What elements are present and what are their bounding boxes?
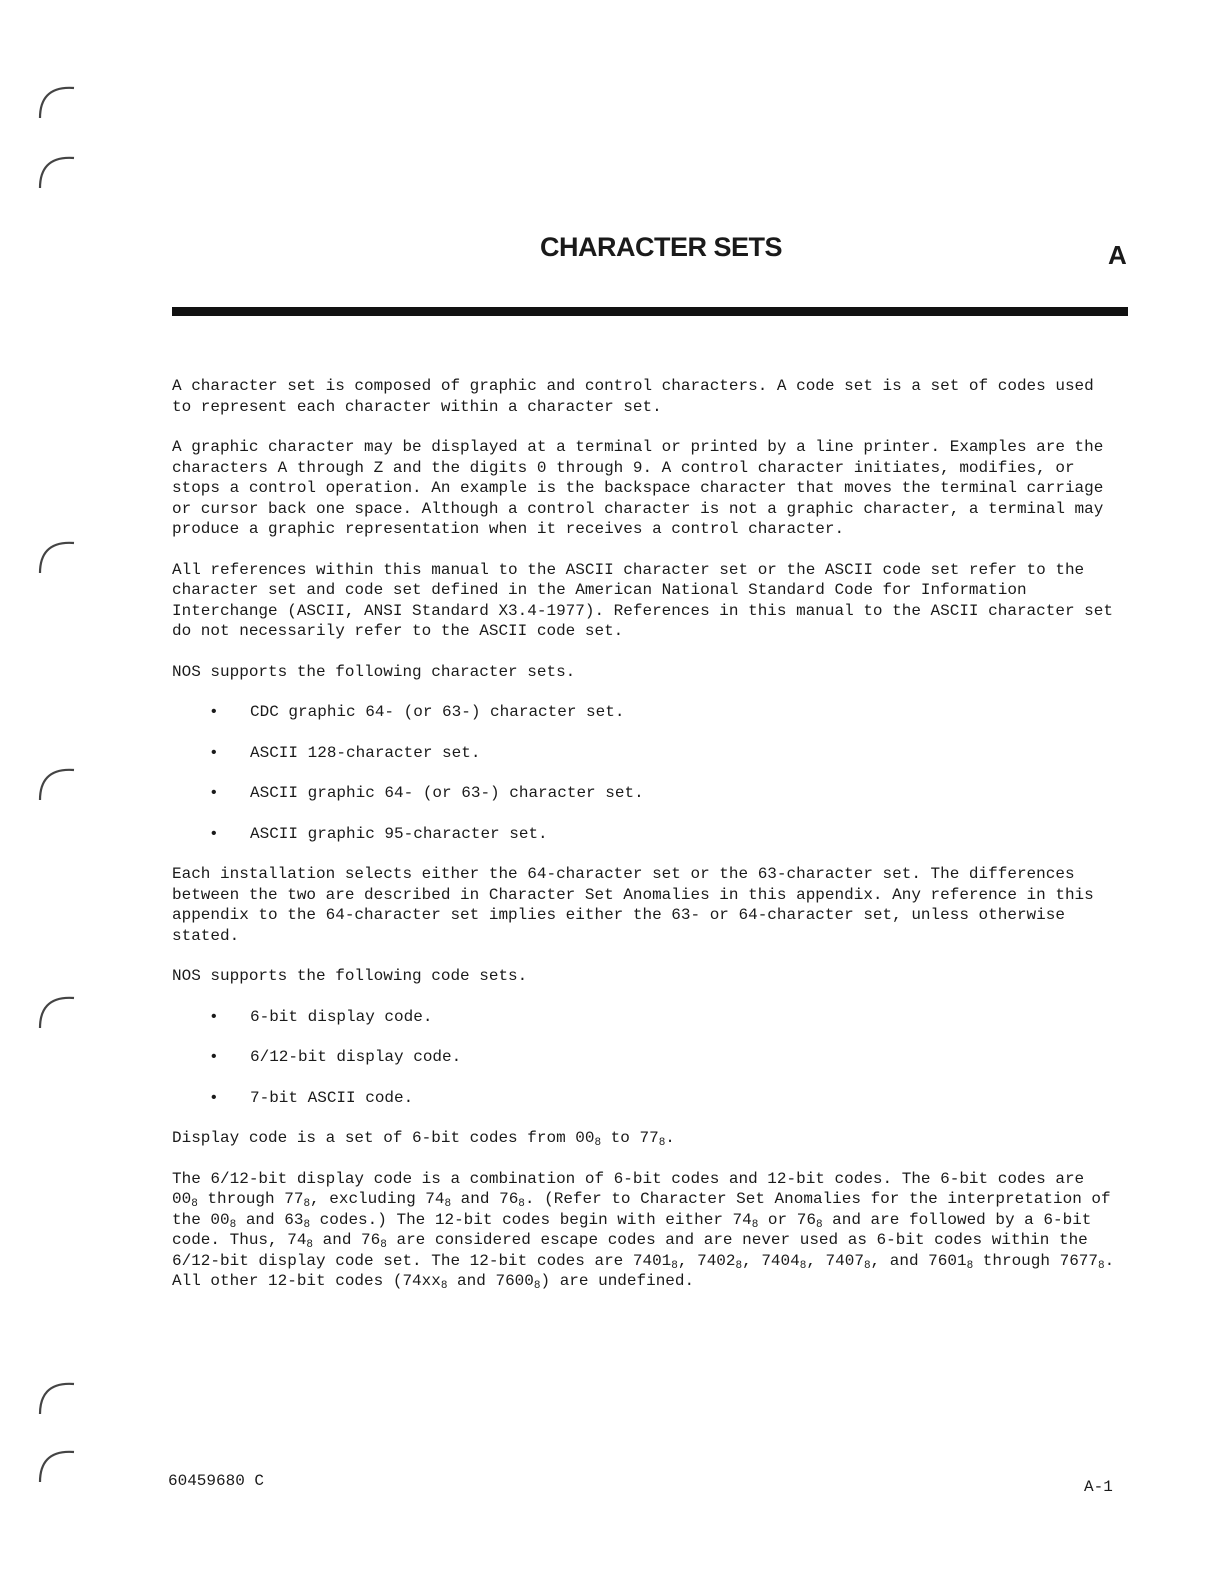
- bullet-icon: •: [209, 1007, 219, 1026]
- list-item: [172, 702, 1117, 723]
- list-item-text: ASCII 128-character set.: [250, 743, 481, 762]
- paragraph-character-sets-intro: NOS supports the following character sets.: [172, 662, 576, 681]
- paragraph-display-code: Display code is a set of 6-bit codes from $00_8$ to $77_8$.: [172, 1129, 675, 1149]
- list-item-text: ASCII graphic 64- (or 63-) character set.: [250, 784, 644, 802]
- character-sets-list: [172, 702, 1117, 844]
- paragraph-graphic-control: A graphic character may be displayed at a terminal or printed by a line printer. Examples are the characters A through Z and the digits 0 through 9. A control character initiates, modifies, or stops a control operation. An example is the backspace character that moves the terminal carriage or cursor back one space. Although a control character is not a graphic character, a terminal may produce a graphic representation when it receives a control character.: [172, 438, 1104, 538]
- bullet-icon: •: [209, 824, 219, 843]
- paragraph-code-sets-intro: NOS supports the following code sets.: [172, 967, 528, 985]
- binder-hole-icon: [34, 78, 80, 120]
- bullet-icon: •: [209, 1048, 219, 1066]
- body-content: [172, 376, 1117, 1312]
- list-item: [172, 783, 1117, 804]
- paragraph-ascii-references: All references within this manual to the ASCII character set or the ASCII code set refer to the character set and code set defined in the American National Standard Code for Information Interchange (ASCII, ANSI Standard X3.4-1977). References in this manual to the ASCII character set do not necessarily refer to the ASCII code set.: [172, 560, 1113, 640]
- paragraph-6-12-bit-display-code: The 6/12-bit display code is a combination of 6-bit codes and 12-bit codes. The 6-bit codes are $00_8$ through $77_8$, excluding $74_8$ and $76_8$. (Refer to Character Set Anomalies for the interpretation of the $00_8$ and $63_8$ codes.) The 12-bit codes begin with either $74_8$ or $76_8$ and are followed by a 6-bit code. Thus, $74_8$ and $76_8$ are considered escape codes and are never used as 6-bit codes within the 6/12-bit display code set. The 12-bit codes are $7401_8$, $7402_8$, $7404_8$, $7407_8$, and $7601_8$ through $7677_8$. All other 12-bit codes ($74xx_8$ and $7600_8$) are undefined.: [172, 1169, 1115, 1292]
- code-sets-list: [172, 1007, 1117, 1109]
- binder-hole-icon: [34, 533, 80, 575]
- list-item-text: 6-bit display code.: [250, 1007, 433, 1026]
- list-item: [172, 1088, 1117, 1109]
- title-rule-divider: [172, 307, 1128, 316]
- paragraph-installation-selection: Each installation selects either the 64-character set or the 63-character set. The differences between the two are described in Character Set Anomalies in this appendix. Any reference in this appendix to the 64-character set implies either the 63- or 64-character set, unless otherwise stated.: [172, 865, 1094, 945]
- list-item-text: CDC graphic 64- (or 63-) character set.: [250, 703, 625, 721]
- list-item-text: 6/12-bit display code.: [250, 1048, 462, 1066]
- binder-hole-icon: [34, 1374, 80, 1416]
- appendix-letter: A: [1108, 240, 1127, 270]
- bullet-icon: •: [209, 703, 219, 721]
- document-number: 60459680 C: [168, 1472, 265, 1490]
- list-item: [172, 1007, 1117, 1028]
- bullet-icon: •: [209, 784, 219, 802]
- binder-hole-icon: [34, 1442, 80, 1484]
- bullet-icon: •: [209, 743, 219, 762]
- list-item-text: 7-bit ASCII code.: [250, 1088, 414, 1107]
- binder-hole-icon: [34, 148, 80, 190]
- binder-hole-icon: [34, 988, 80, 1030]
- list-item: [172, 824, 1117, 845]
- paragraph-definition: A character set is composed of graphic and control characters. A code set is a set of codes used to represent each character within a character set.: [172, 377, 1094, 416]
- list-item: [172, 743, 1117, 764]
- list-item-text: ASCII graphic 95-character set.: [250, 824, 548, 843]
- binder-hole-icon: [34, 760, 80, 802]
- list-item: [172, 1047, 1117, 1068]
- page-title: CHARACTER SETS: [540, 232, 783, 262]
- page-number: A-1: [1084, 1478, 1113, 1496]
- bullet-icon: •: [209, 1088, 219, 1107]
